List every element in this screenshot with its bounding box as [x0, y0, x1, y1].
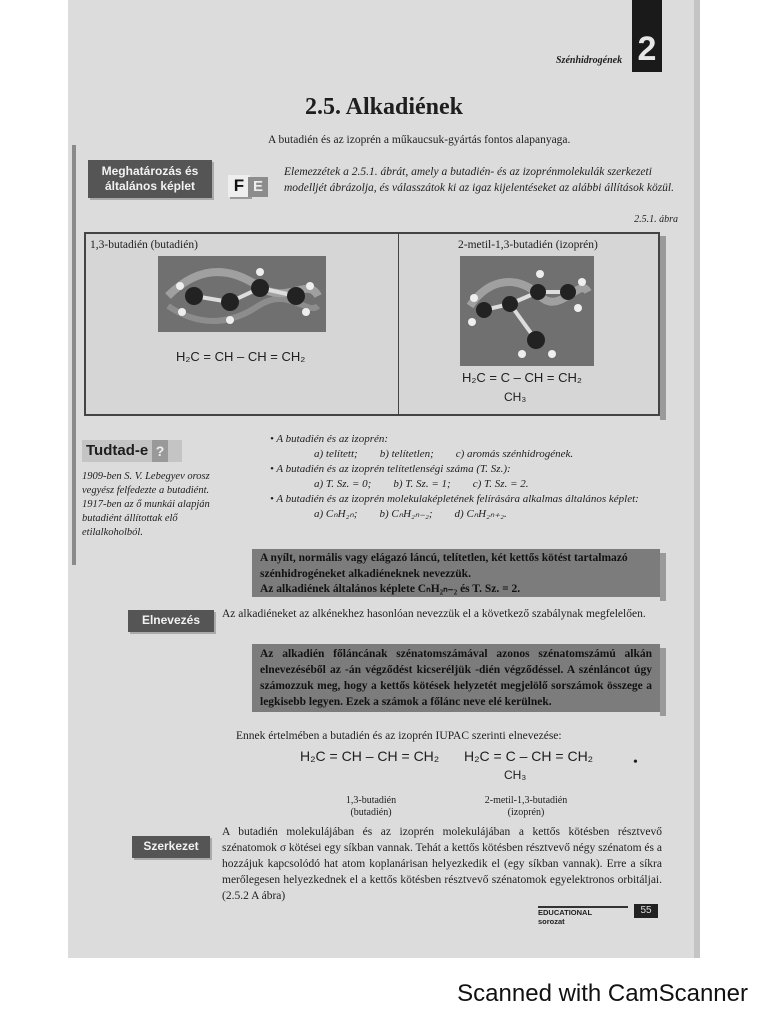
- structure-paragraph: A butadién molekulájában és az izoprén molekulájában a kettős kötésben résztvevő szénatomok σ kötései egy síkban vannak. Tehát a kettős kötésben résztvevő négy szénatom és a hozzájuk kapcsolódó hat atom koplanárisan helyezkedik el (egy síkban vannak). Erre a síkra merőlegesen helyezkednek el a kettős kötésben résztvevő szénatomok egyelektronos orbitáljai. (2.5.2 A ábra): [222, 826, 662, 902]
- isoprene-label: 2-metil-1,3-butadién (izoprén): [458, 239, 598, 251]
- iupac-butadiene-formula: H₂C = CH – CH = CH₂: [300, 748, 440, 764]
- butadiene-model-photo: [158, 256, 326, 332]
- isoprene-methyl-branch: CH₃: [504, 390, 527, 404]
- chapter-number-tab: 2: [632, 0, 662, 72]
- quiz-options-3: [270, 507, 680, 522]
- iupac-name-butadiene: [326, 795, 416, 819]
- naming-paragraph: Az alkadiéneket az alkénekhez hasonlóan nevezzük el a következő szabálynak megfelelően.: [222, 608, 646, 620]
- iupac-name-isoprene: [468, 795, 584, 819]
- quiz-option: d) CₙH₂ₙ₊₂.: [454, 508, 507, 520]
- task-e-letter: E: [248, 177, 268, 197]
- iupac-name-text: 2-metil-1,3-butadién: [484, 795, 568, 806]
- isoprene-model-photo: [460, 256, 594, 366]
- iupac-methyl-branch: CH₃: [504, 768, 527, 782]
- isoprene-model-illustration: [460, 256, 594, 366]
- structure-label: Szerkezet: [132, 836, 210, 858]
- did-you-know-title: Tudtad-e: [82, 440, 182, 462]
- task-fe-icon: [228, 175, 270, 197]
- quiz-question-3: • A butadién és az izoprén molekulaképletének felírására alkalmas általános képlet:: [270, 493, 639, 505]
- quiz-option: c) T. Sz. = 2.: [472, 478, 529, 490]
- general-formula-text: Az alkadiének általános képlete CₙH₂ₙ₋₂ és T. Sz. = 2.: [260, 583, 521, 595]
- section-subtitle: A butadién és az izoprén a műkaucsuk-gyártás fontos alapanyaga.: [268, 134, 571, 146]
- quiz-option: b) CₙH₂ₙ₋₂;: [379, 508, 433, 520]
- publisher-name: EDUCATIONAL: [538, 908, 593, 917]
- definition-box: [252, 549, 660, 597]
- isoprene-formula: H₂C = C – CH = CH₂: [462, 370, 582, 385]
- quiz-option: a) telített;: [314, 448, 358, 460]
- butadiene-model-illustration: [158, 256, 326, 332]
- quiz-option: b) T. Sz. = 1;: [393, 478, 451, 490]
- iupac-name-common: (izoprén): [507, 807, 545, 818]
- section-title: 2.5. Alkadiének: [304, 94, 464, 120]
- publisher-series: sorozat: [538, 917, 565, 926]
- quiz-option: b) telítetlen;: [379, 448, 434, 460]
- task-f-letter: F: [228, 175, 250, 197]
- quiz-option: a) T. Sz. = 0;: [314, 478, 372, 490]
- question-mark-icon: ?: [152, 440, 168, 462]
- figure-divider: [398, 234, 399, 414]
- iupac-name-text: 1,3-butadién: [345, 795, 397, 806]
- definition-text: A nyílt, normális vagy elágazó láncú, telítetlen, két kettős kötést tartalmazó szénhidrogéneket alkadiéneknek nevezzük.: [260, 552, 628, 580]
- quiz-questions: [270, 432, 680, 522]
- scanner-watermark: Scanned with CamScanner: [457, 980, 748, 1007]
- page-number: 55: [634, 904, 658, 918]
- quiz-options-1: [270, 447, 680, 462]
- figure-shadow: [660, 236, 666, 420]
- definition-label: Meghatározás és általános képlet: [88, 160, 212, 198]
- quiz-option: c) aromás szénhidrogének.: [455, 448, 574, 460]
- stray-dot: •: [633, 755, 638, 770]
- butadiene-formula: H₂C = CH – CH = CH₂: [176, 349, 306, 364]
- book-page: [68, 0, 700, 958]
- naming-label: Elnevezés: [128, 610, 214, 632]
- publisher-brand: [538, 906, 628, 926]
- butadiene-label: 1,3-butadién (butadién): [90, 239, 198, 251]
- iupac-isoprene-formula: H₂C = C – CH = CH₂: [464, 748, 594, 764]
- margin-bar: [72, 145, 76, 565]
- quiz-question-1: • A butadién és az izoprén:: [270, 433, 389, 445]
- task-text: Elemezzétek a 2.5.1. ábrát, amely a butadién- és az izoprénmolekulák szerkezeti modelljét ábrázolja, és válasszátok ki az igaz kijelentéseket az alábbi állítások közül.: [284, 166, 674, 194]
- figure-reference: 2.5.1. ábra: [634, 214, 678, 225]
- iupac-name-common: (butadién): [350, 807, 392, 818]
- did-you-know-text: 1909-ben S. V. Lebegyev orosz vegyész felfedezte a butadiént. 1917-ben az ő munkái alapján butadiént állítottak elő etilalkoholból.: [82, 471, 210, 538]
- naming-rule-box: Az alkadién főláncának szénatomszámával azonos szénatomszámú alkán elnevezéséből az -án végződést kicseréljük -dién végződéssel. A szénláncot úgy számozzuk meg, hogy a kettős kötések helyzetét megjelölő sorszámok összege a legkisebb legyen. Ezek a számok a főlánc neve elé kerülnek.: [252, 644, 660, 712]
- molecule-figure: [84, 232, 660, 416]
- quiz-options-2: [270, 477, 680, 492]
- quiz-option: a) CₙH₂ₙ;: [314, 508, 358, 520]
- definition-box-shadow: [660, 553, 666, 601]
- quiz-question-2: • A butadién és az izoprén telítetlenségi száma (T. Sz.):: [270, 463, 511, 475]
- naming-rule-shadow: [660, 648, 666, 716]
- chapter-title: Szénhidrogének: [556, 55, 623, 66]
- page-edge-shadow: [694, 0, 700, 958]
- iupac-intro: Ennek értelmében a butadién és az izoprén IUPAC szerinti elnevezése:: [236, 730, 562, 742]
